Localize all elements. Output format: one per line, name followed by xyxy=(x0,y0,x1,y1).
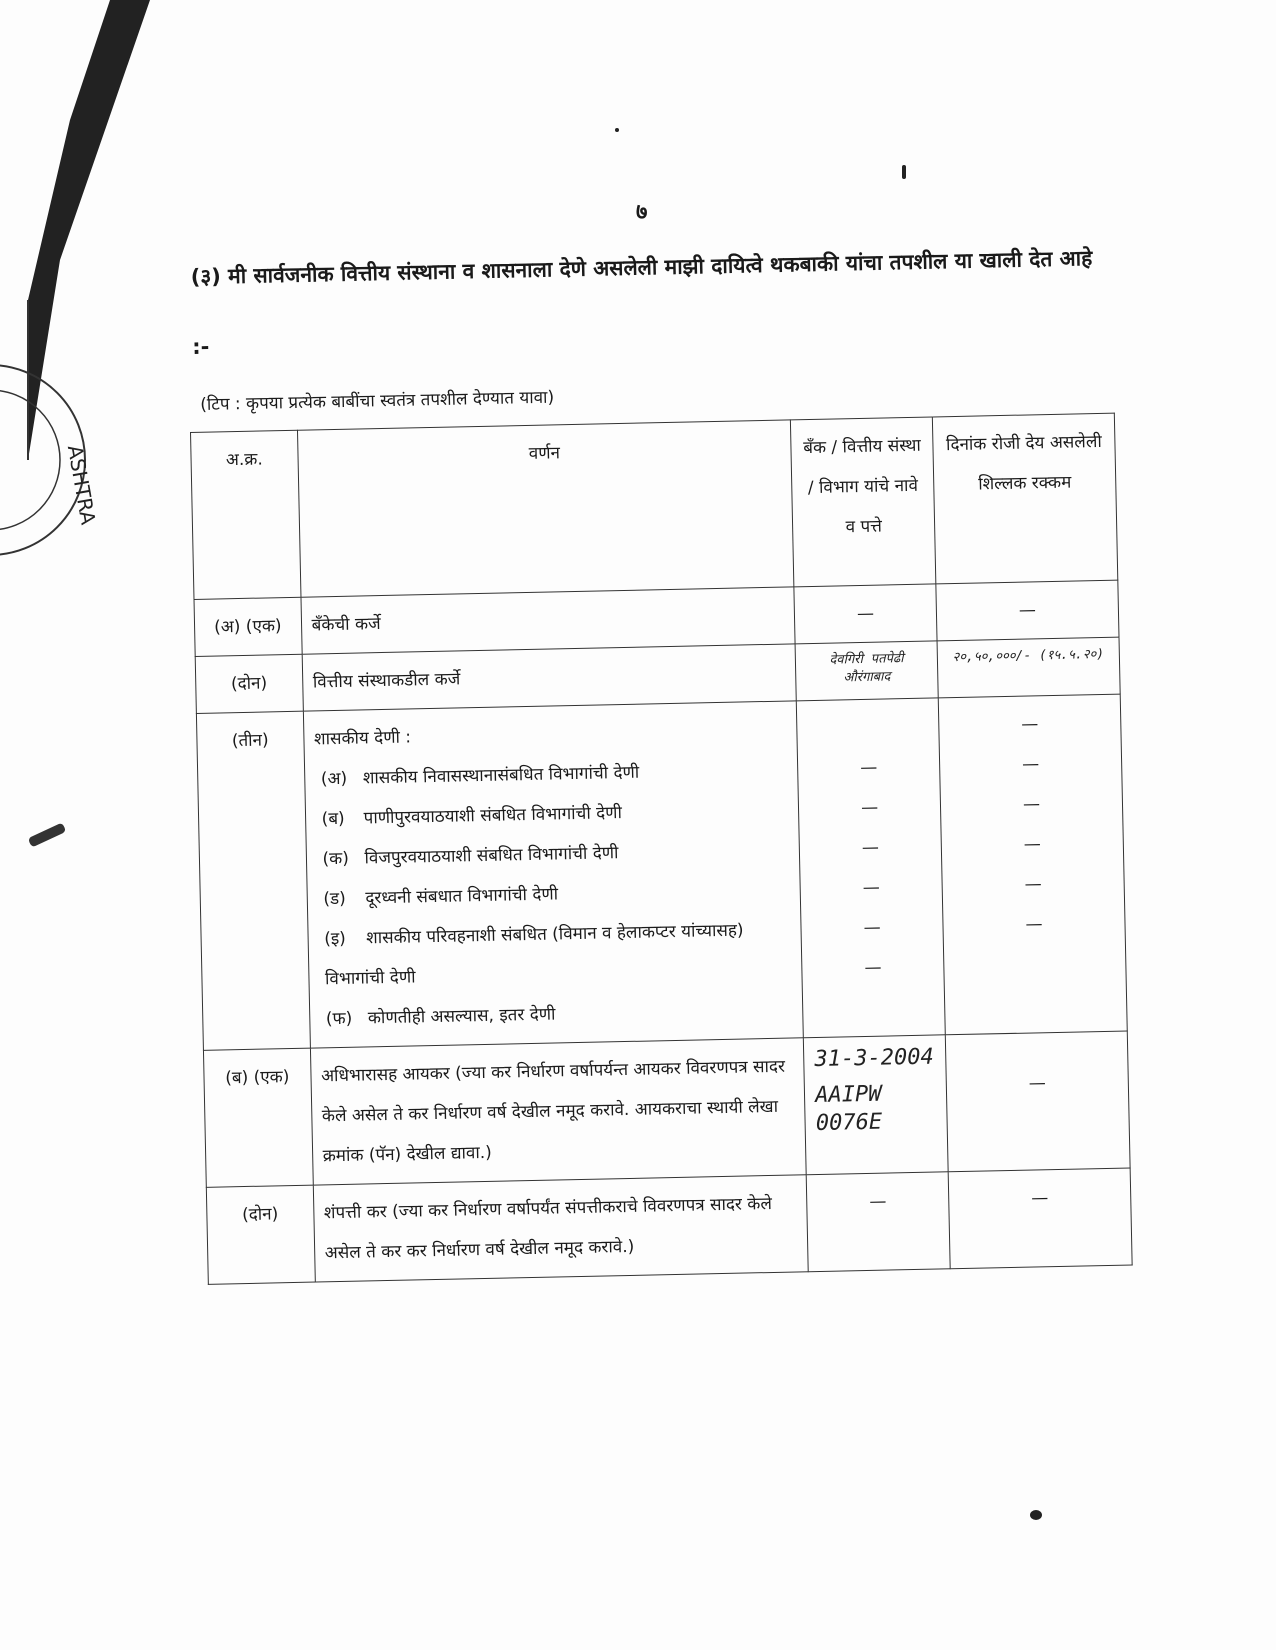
dash-value: — xyxy=(861,837,880,859)
row-institution-list xyxy=(796,698,945,1038)
item-label: (ड) xyxy=(323,888,346,910)
ink-blot xyxy=(28,822,67,847)
dash-value: — xyxy=(1022,794,1041,815)
row-description: शासकीय देणी : xyxy=(313,727,412,750)
row-amount: — xyxy=(945,1031,1130,1172)
handwritten-pan: AAIPW 0076E xyxy=(814,1081,883,1137)
office-seal xyxy=(0,360,101,560)
dash-value: — xyxy=(1023,834,1042,855)
item-text: शासकीय परिवहनाशी संबधित (विमान व हेलाकप्टर यांच्यासह) विभागांची देणी xyxy=(324,920,744,990)
dash-value: — xyxy=(864,957,882,978)
seal-text: ASHTRA xyxy=(62,443,101,527)
table-row xyxy=(203,1031,1130,1187)
speck xyxy=(615,128,619,132)
item-label: (अ) xyxy=(320,768,348,790)
dash-value: — xyxy=(860,757,878,779)
header-institution: बँक / वित्तीय संस्था / विभाग यांचे नावे व पत्ते xyxy=(791,417,936,587)
row-amount: — xyxy=(936,580,1119,641)
dash-value: — xyxy=(863,917,881,938)
header-description: वर्णन xyxy=(297,420,794,597)
speck xyxy=(1030,1510,1042,1520)
item-text: दूरध्वनी संबधात विभागांची देणी xyxy=(365,884,559,909)
handwritten-amount: २०,५०,०००/- (१५.५.२०) xyxy=(937,637,1120,698)
row-sr: (दोन) xyxy=(195,654,303,713)
dash-value: — xyxy=(1021,754,1040,775)
row-amount: — xyxy=(948,1168,1132,1269)
item-label: (इ) xyxy=(324,928,347,950)
liabilities-table xyxy=(190,413,1133,1285)
row-description-list xyxy=(303,701,804,1048)
item-label: (क) xyxy=(322,848,350,870)
row-amount-list xyxy=(938,694,1127,1035)
handwritten-institution: देवगिरी पतपेढी औरंगाबाद xyxy=(795,641,938,701)
table-header-row xyxy=(191,413,1118,599)
row-sr: (दोन) xyxy=(206,1185,315,1284)
dash-value: — xyxy=(1024,874,1042,895)
list-item xyxy=(318,910,792,1000)
page-number: ७ xyxy=(636,200,648,225)
table-row xyxy=(206,1168,1132,1284)
handwritten-date: 31-3-2004 xyxy=(814,1044,934,1073)
header-amount: दिनांक रोजी देय असलेली शिल्लक रक्कम xyxy=(932,413,1117,584)
item-label: (ब) xyxy=(321,808,345,830)
handwritten-institution xyxy=(804,1035,949,1175)
row-sr: (ब) (एक) xyxy=(203,1048,312,1187)
instruction-note: (टिप : कृपया प्रत्येक बाबींचा स्वतंत्र तपशील देण्यात यावा) xyxy=(200,387,555,415)
dash-value: — xyxy=(1025,914,1043,935)
item-text: शासकीय निवासस्थानासंबधित विभागांची देणी xyxy=(362,762,640,789)
row-institution: — xyxy=(794,584,937,644)
speck xyxy=(902,165,906,179)
row-sr: (अ) (एक) xyxy=(194,597,302,656)
liabilities-table-wrapper xyxy=(190,413,1133,1285)
item-text: कोणतीही असल्यास, इतर देणी xyxy=(367,1004,556,1029)
row-description: शंपत्ती कर (ज्या कर निर्धारण वर्षापर्यंत संपत्तीकराचे विवरणपत्र सादर केले असेल ते कर कर निर्धारण वर्ष देखील नमूद करावे.) xyxy=(313,1175,809,1282)
table-row xyxy=(196,694,1127,1050)
header-sr: अ.क्र. xyxy=(191,430,301,599)
item-text: पाणीपुरवयाठयाशी संबधित विभागांची देणी xyxy=(363,803,623,829)
row-sr: (तीन) xyxy=(196,711,310,1050)
dash-value: — xyxy=(862,877,880,899)
list-item xyxy=(319,990,792,1040)
item-text: विजपुरवयाठयाशी संबधित विभागांची देणी xyxy=(364,843,619,869)
row-description: अधिभारासह आयकर (ज्या कर निर्धारण वर्षापर्यन्त आयकर विवरणपत्र सादर केले असेल ते कर निर्धारण वर्ष देखील नमूद करावे. आयकराचा स्थायी लेखा क्रमांक (पॅन) देखील द्यावा.) xyxy=(310,1038,806,1185)
item-label: (फ) xyxy=(325,1008,353,1030)
dash-value: — xyxy=(860,797,879,819)
row-description: वित्तीय संस्थाकडील कर्जे xyxy=(302,644,797,711)
row-description: बँकेची कर्जे xyxy=(301,587,796,654)
dash-value: — xyxy=(1021,714,1039,735)
section-heading: (३) मी सार्वजनीक वित्तीय संस्थाना व शासनाला देणे असलेली माझी दायित्वे थकबाकी यांचा तपशील या खाली देत आहे :- xyxy=(190,246,1093,359)
row-institution: — xyxy=(806,1172,950,1272)
